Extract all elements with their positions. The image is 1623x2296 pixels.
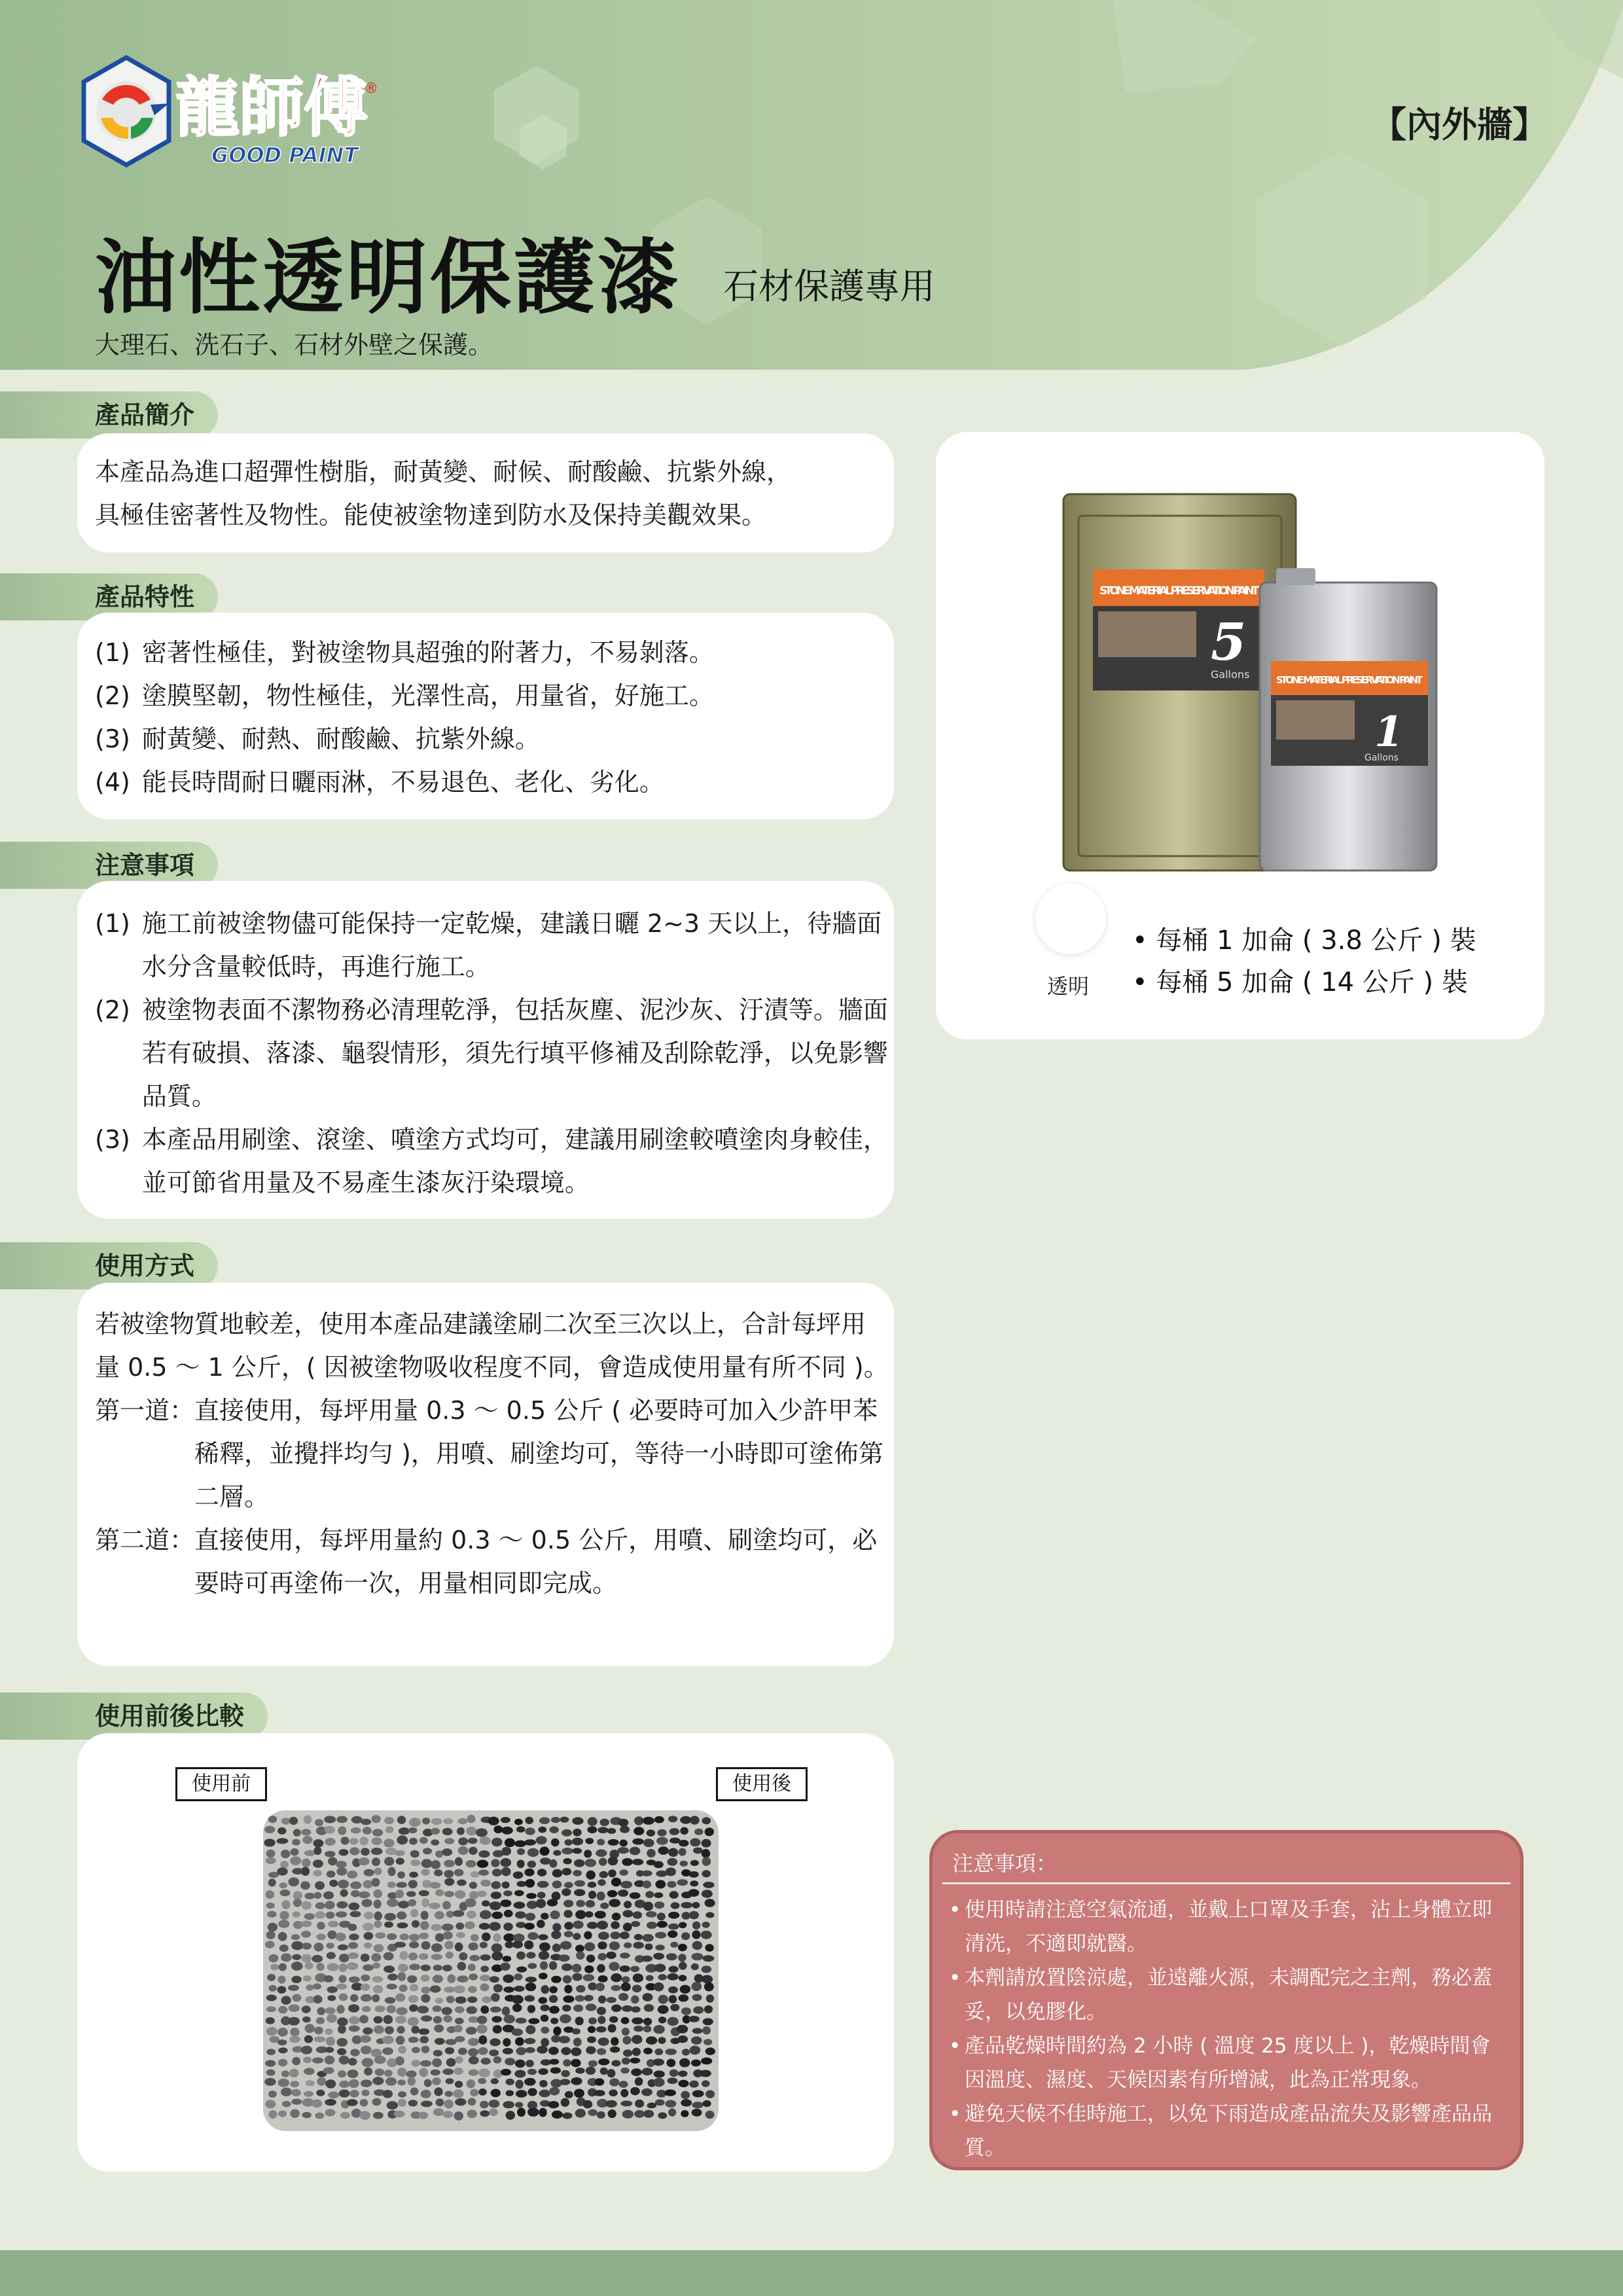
usage-step-label: 第二道： xyxy=(95,1526,195,1554)
note-text: 本產品用刷塗、滾塗、噴塗方式均可，建議用刷塗較噴塗肉身較佳，並可節省用量及不易產生漆灰汙染環境。 xyxy=(141,1125,888,1197)
feature-item xyxy=(95,631,890,674)
features-list xyxy=(95,631,890,804)
package-item: • 每桶 1 加侖 ( 3.8 公斤 ) 裝 xyxy=(1132,925,1476,956)
warning-item: • 本劑請放置陰涼處，並遠離火源，未調配完之主劑，務必蓋妥，以免膠化。 xyxy=(949,1961,1499,2029)
product-usage-intro: 大理石、洗石子、石材外壁之保護。 xyxy=(95,331,493,359)
feature-item xyxy=(95,717,890,761)
package-list xyxy=(1132,920,1476,1003)
intro-text xyxy=(95,450,890,537)
section-label-compare: 使用前後比較 xyxy=(0,1693,268,1740)
product-subtitle: 石材保護專用 xyxy=(723,266,935,307)
usage-step-label: 第一道： xyxy=(95,1396,195,1425)
note-num: (3) xyxy=(95,1125,130,1154)
section-label-usage: 使用方式 xyxy=(0,1242,218,1289)
notes-list xyxy=(95,902,890,1204)
intro-line-2: 具極佳密著性及物性。能使被塗物達到防水及保持美觀效果。 xyxy=(95,501,767,529)
section-label-intro: 產品簡介 xyxy=(0,391,218,439)
note-text: 被塗物表面不潔物務必清理乾淨，包括灰塵、泥沙灰、汙漬等。牆面若有破損、落漆、龜裂情形，須先行填平修補及刮除乾淨，以免影響品質。 xyxy=(141,996,888,1111)
section-label-notes: 注意事項 xyxy=(0,842,218,889)
before-tag: 使用前 xyxy=(175,1767,267,1801)
feature-text: 耐黃變、耐熱、耐酸鹼、抗紫外線。 xyxy=(141,725,540,753)
can-large-label: STONE MATERIAL PRESERVATION PAINT xyxy=(1099,584,1259,598)
note-item xyxy=(95,902,890,988)
can-large-size: 5 xyxy=(1211,613,1247,672)
pebble-comparison-image xyxy=(243,1805,738,2136)
after-tag: 使用後 xyxy=(716,1767,808,1801)
note-num: (1) xyxy=(95,909,130,938)
wall-type-tag: 【內外牆】 xyxy=(1371,103,1548,145)
footer-bar xyxy=(0,2250,1623,2296)
warning-list xyxy=(949,1893,1499,2165)
warning-divider xyxy=(942,1882,1510,1884)
feature-num: (3) xyxy=(95,725,130,753)
usage-step xyxy=(95,1518,890,1605)
intro-line-1: 本產品為進口超彈性樹脂，耐黃變、耐候、耐酸鹼、抗紫外線， xyxy=(95,457,792,486)
product-title: 油性透明保護漆 xyxy=(95,230,682,325)
color-swatch-label: 透明 xyxy=(1047,974,1090,999)
warning-item: • 使用時請注意空氣流通，並戴上口罩及手套，沾上身體立即清洗，不適即就醫。 xyxy=(949,1893,1499,1961)
feature-text: 能長時間耐日曬雨淋，不易退色、老化、劣化。 xyxy=(141,768,664,797)
feature-text: 密著性極佳，對被塗物具超強的附著力，不易剝落。 xyxy=(141,638,714,667)
warning-title: 注意事項： xyxy=(952,1851,1058,1876)
brand-cn-text: 龍師傅 xyxy=(175,70,368,145)
warning-item: • 避免天候不佳時施工，以免下雨造成產品流失及影響產品品質。 xyxy=(949,2097,1499,2165)
color-swatch-transparent xyxy=(1035,884,1106,954)
package-item: • 每桶 5 加侖 ( 14 公斤 ) 裝 xyxy=(1132,967,1468,997)
section-label-features: 產品特性 xyxy=(0,573,218,620)
usage-paragraph: 若被塗物質地較差，使用本產品建議塗刷二次至三次以上，合計每坪用量 0.5 ～ 1 公斤，( 因被塗物吸收程度不同，會造成使用量有所不同 )。 xyxy=(95,1310,889,1382)
usage-step-text: 直接使用，每坪用量約 0.3 ～ 0.5 公斤，用噴、刷塗均可，必要時可再塗佈一次，用量相同即完成。 xyxy=(194,1526,878,1598)
feature-item xyxy=(95,761,890,804)
feature-num: (4) xyxy=(95,768,130,797)
feature-text: 塗膜堅韌，物性極佳，光澤性高，用量省，好施工。 xyxy=(141,681,714,710)
feature-num: (2) xyxy=(95,681,130,710)
feature-item xyxy=(95,674,890,717)
can-small-size: 1 xyxy=(1374,708,1404,757)
feature-num: (1) xyxy=(95,638,130,667)
warning-item: • 產品乾燥時間約為 2 小時 ( 溫度 25 度以上 )，乾燥時間會因溫度、濕度、天候因素有所增減，此為正常現象。 xyxy=(949,2029,1499,2097)
can-small-unit: Gallons xyxy=(1364,753,1399,763)
note-item xyxy=(95,988,890,1118)
note-num: (2) xyxy=(95,996,130,1024)
brand-logo xyxy=(77,52,391,170)
warning-text: 產品乾燥時間約為 2 小時 ( 溫度 25 度以上 )，乾燥時間會因溫度、濕度、天候因素有所增減，此為正常現象。 xyxy=(965,2034,1491,2092)
svg-text:®: ® xyxy=(364,81,378,97)
usage-step-text: 直接使用，每坪用量 0.3 ～ 0.5 公斤 ( 必要時可加入少許甲苯稀釋，並攪拌均勻 )，用噴、刷塗均可，等待一小時即可塗佈第二層。 xyxy=(194,1396,883,1511)
warning-text: 本劑請放置陰涼處，並遠離火源，未調配完之主劑，務必蓋妥，以免膠化。 xyxy=(965,1966,1492,2024)
brand-en-text: GOOD PAINT xyxy=(211,143,359,168)
can-small-label: STONE MATERIAL PRESERVATION PAINT xyxy=(1276,674,1423,686)
note-text: 施工前被塗物儘可能保持一定乾燥，建議日曬 2~3 天以上，待牆面水分含量較低時，再進行施工。 xyxy=(141,909,882,981)
can-large-unit: Gallons xyxy=(1211,668,1250,681)
usage-text xyxy=(95,1302,890,1605)
warning-text: 使用時請注意空氣流通，並戴上口罩及手套，沾上身體立即清洗，不適即就醫。 xyxy=(965,1898,1492,1956)
warning-text: 避免天候不佳時施工，以免下雨造成產品流失及影響產品品質。 xyxy=(965,2102,1492,2160)
note-item xyxy=(95,1118,890,1204)
usage-step xyxy=(95,1389,890,1518)
product-cans-image xyxy=(1054,484,1446,877)
